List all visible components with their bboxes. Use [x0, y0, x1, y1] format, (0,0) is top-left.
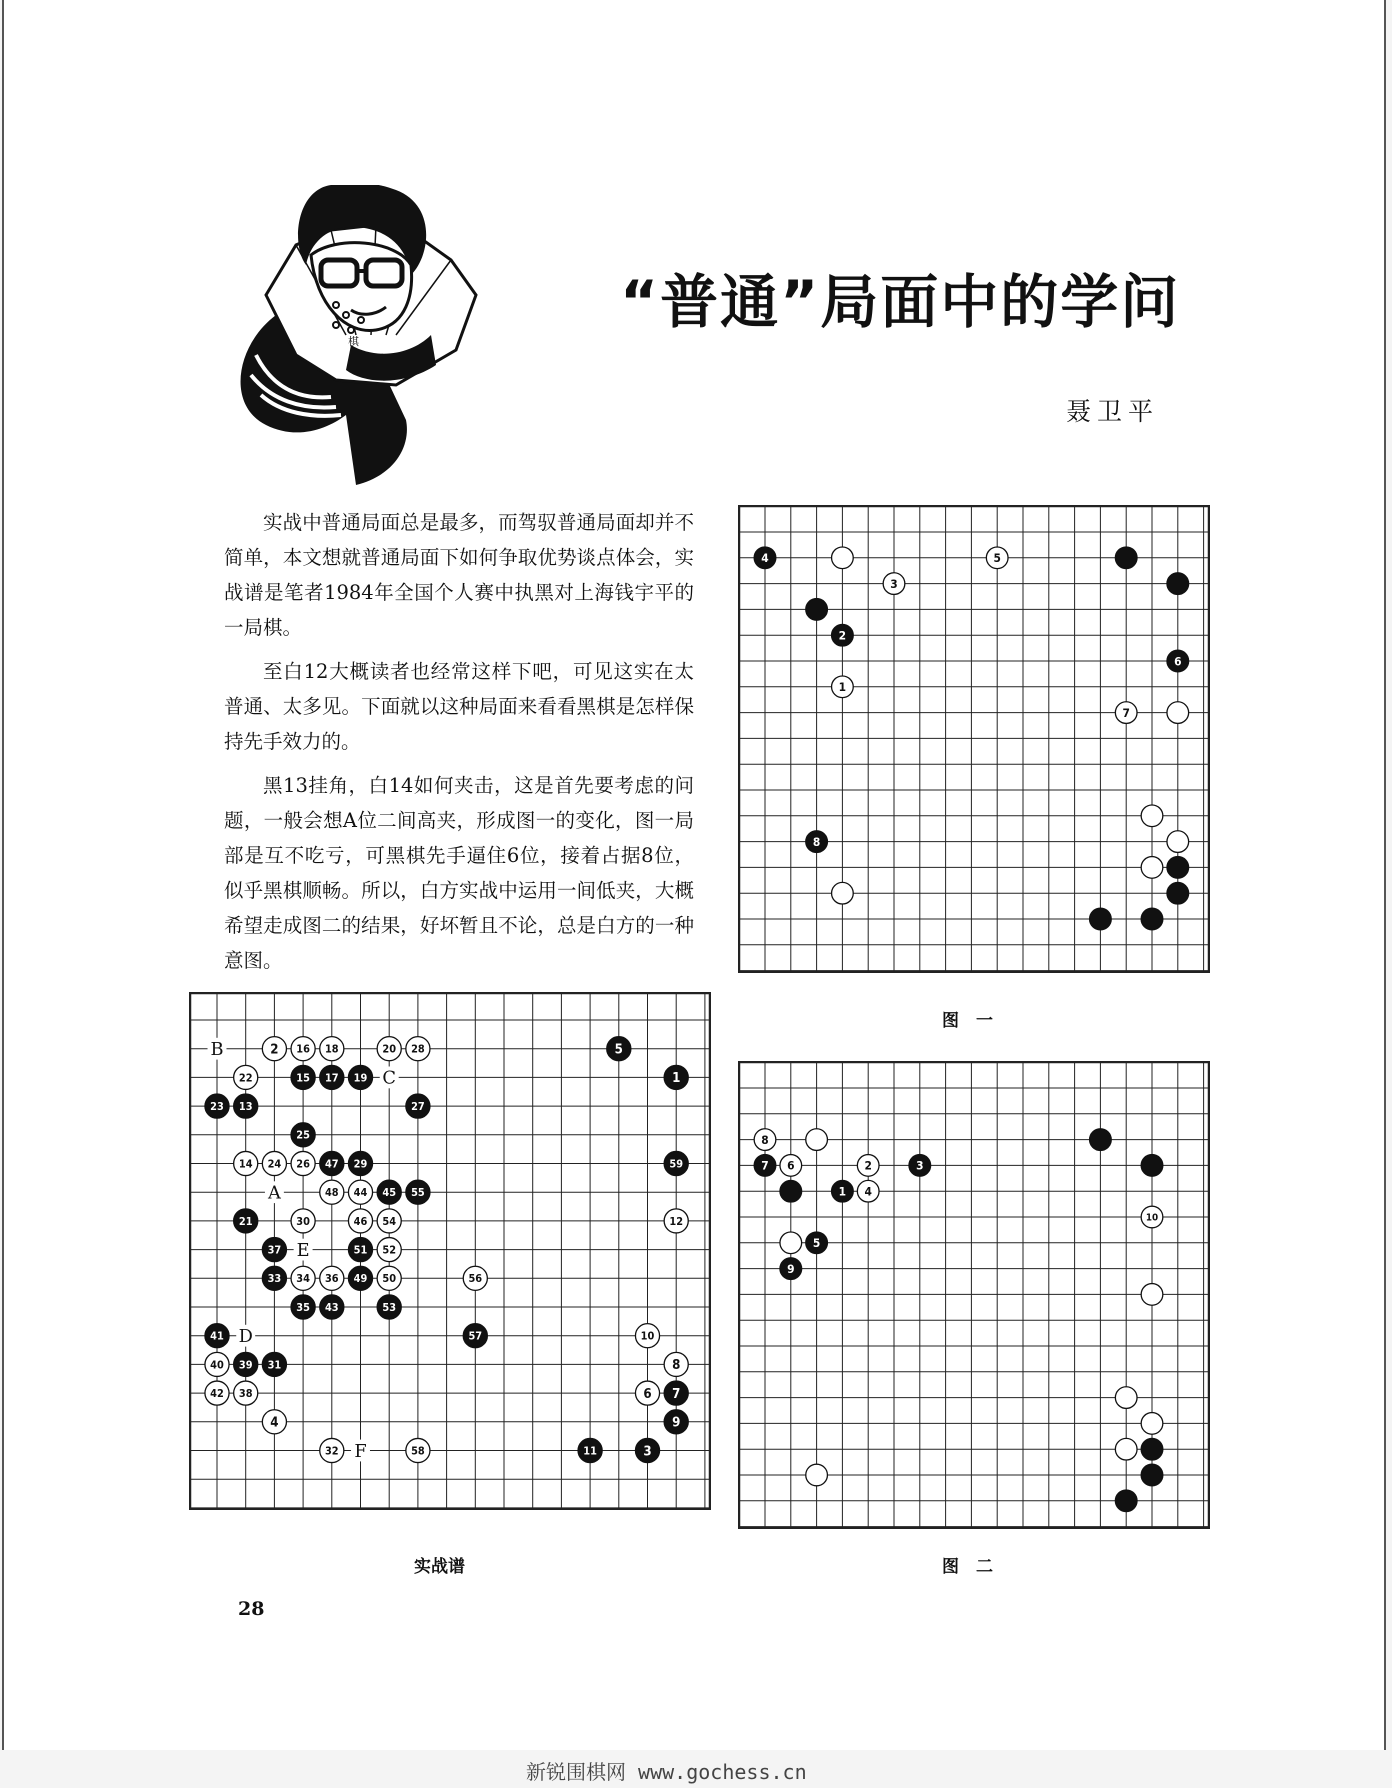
white-stone — [291, 1209, 315, 1233]
article-body — [224, 505, 694, 987]
move-number: 7 — [1122, 705, 1130, 720]
white-stone — [1115, 1387, 1137, 1409]
black-stone — [1115, 1490, 1137, 1512]
move-number: 35 — [296, 1300, 310, 1314]
black-stone — [291, 1295, 315, 1319]
game-record-caption: 实战谱 — [414, 1557, 465, 1577]
black-stone — [664, 1065, 688, 1089]
point-label: E — [296, 1239, 310, 1261]
move-number: 14 — [238, 1157, 253, 1171]
move-number: 5 — [614, 1042, 623, 1058]
white-stone — [234, 1151, 258, 1175]
black-stone — [607, 1037, 631, 1061]
black-stone — [1141, 1155, 1163, 1177]
black-stone — [463, 1324, 487, 1348]
move-number: 4 — [864, 1184, 872, 1199]
white-stone — [377, 1266, 401, 1290]
move-number: 28 — [411, 1042, 425, 1056]
white-stone — [1141, 805, 1163, 827]
page-number: 28 — [238, 1598, 265, 1620]
black-stone — [348, 1238, 372, 1262]
white-stone — [262, 1410, 286, 1434]
move-number: 11 — [583, 1444, 597, 1458]
black-stone — [1141, 1464, 1163, 1486]
black-stone — [205, 1094, 229, 1118]
move-number: 34 — [296, 1272, 310, 1286]
figure-2-board — [738, 1061, 1210, 1529]
move-number: 21 — [238, 1214, 253, 1228]
black-stone — [320, 1151, 344, 1175]
white-stone — [780, 1155, 802, 1177]
move-number: 59 — [669, 1157, 684, 1171]
move-number: 16 — [296, 1042, 310, 1056]
white-stone — [1141, 857, 1163, 879]
black-stone — [832, 1180, 854, 1202]
white-stone — [320, 1037, 344, 1061]
move-number: 38 — [238, 1387, 253, 1401]
move-number: 46 — [353, 1214, 368, 1228]
white-stone — [857, 1155, 879, 1177]
move-number: 30 — [296, 1214, 310, 1228]
white-stone — [291, 1151, 315, 1175]
black-stone — [1141, 908, 1163, 930]
white-stone — [205, 1381, 229, 1405]
black-stone — [832, 624, 854, 646]
white-stone — [377, 1238, 401, 1262]
move-number: 45 — [382, 1186, 397, 1200]
move-number: 37 — [267, 1243, 282, 1257]
move-number: 51 — [353, 1243, 368, 1257]
move-number: 44 — [353, 1186, 368, 1200]
move-number: 3 — [643, 1444, 652, 1460]
move-number: 17 — [324, 1071, 339, 1085]
white-stone — [780, 1232, 802, 1254]
white-stone — [832, 676, 854, 698]
author-name: 聂卫平 — [1066, 397, 1160, 426]
white-stone — [320, 1266, 344, 1290]
point-label: A — [267, 1182, 281, 1204]
move-number: 22 — [238, 1071, 253, 1085]
article-title: “普通”局面中的学问 — [620, 268, 1181, 336]
black-stone — [262, 1352, 286, 1376]
move-number: 3 — [916, 1158, 924, 1173]
black-stone — [291, 1123, 315, 1147]
move-number: 2 — [270, 1042, 279, 1058]
move-number: 10 — [640, 1329, 655, 1343]
black-stone — [291, 1065, 315, 1089]
black-stone — [234, 1209, 258, 1233]
figure-1-caption: 图 一 — [942, 1011, 993, 1031]
black-stone — [320, 1065, 344, 1089]
move-number: 58 — [411, 1444, 425, 1458]
black-stone — [377, 1180, 401, 1204]
move-number: 2 — [864, 1158, 872, 1173]
white-stone — [1141, 1413, 1163, 1435]
point-label: C — [382, 1067, 397, 1089]
move-number: 5 — [812, 1236, 821, 1251]
black-stone — [348, 1151, 372, 1175]
move-number: 56 — [468, 1272, 483, 1286]
move-number: 53 — [382, 1300, 397, 1314]
white-stone — [377, 1037, 401, 1061]
black-stone — [664, 1151, 688, 1175]
white-stone — [377, 1209, 401, 1233]
move-number: 40 — [210, 1358, 224, 1372]
move-number: 52 — [382, 1243, 397, 1257]
black-stone — [1115, 547, 1137, 569]
move-number: 31 — [267, 1358, 282, 1372]
white-stone — [291, 1266, 315, 1290]
move-number: 15 — [296, 1071, 310, 1085]
paragraph: 至白12大概读者也经常这样下吧，可见这实在太普通、太多见。下面就以这种局面来看看黑棋是怎样保持先手效力的。 — [224, 660, 694, 753]
move-number: 5 — [993, 551, 1001, 566]
move-number: 7 — [672, 1386, 681, 1402]
black-stone — [1167, 857, 1189, 879]
figure-1-board — [738, 505, 1210, 973]
white-stone — [883, 573, 905, 595]
white-stone — [754, 1129, 776, 1151]
black-stone — [780, 1258, 802, 1280]
move-number: 47 — [324, 1157, 339, 1171]
move-number: 8 — [812, 834, 821, 849]
board-border — [739, 506, 1209, 972]
black-stone — [320, 1295, 344, 1319]
white-stone — [262, 1037, 286, 1061]
white-stone — [1167, 702, 1189, 724]
point-label: F — [354, 1440, 367, 1462]
white-stone — [832, 882, 854, 904]
paragraph: 黑13挂角，白14如何夹击，这是首先要考虑的问题，一般会想A位二间高夹，形成图一的变化，图一局部是互不吃亏，可黑棋先手逼住6位，接着占据8位，似乎黑棋顺畅。所以，白方实战中运用一间低夹，大概希望走成图二的结果，好坏暂且不论，总是白方的一种意图。 — [224, 774, 694, 972]
white-stone — [291, 1037, 315, 1061]
white-stone — [234, 1381, 258, 1405]
white-stone — [463, 1266, 487, 1290]
move-number: 54 — [382, 1214, 397, 1228]
move-number: 24 — [267, 1157, 282, 1171]
watermark: 新锐围棋网 www.gochess.cn — [526, 1760, 807, 1784]
white-stone — [832, 547, 854, 569]
white-stone — [986, 547, 1008, 569]
white-stone — [1115, 702, 1137, 724]
white-stone — [406, 1438, 430, 1462]
game-record-board — [189, 992, 711, 1510]
white-stone — [406, 1037, 430, 1061]
black-stone — [377, 1295, 401, 1319]
move-number: 33 — [267, 1272, 282, 1286]
move-number: 50 — [382, 1272, 397, 1286]
move-number: 20 — [382, 1042, 397, 1056]
move-number: 6 — [643, 1386, 652, 1402]
move-number: 26 — [296, 1157, 310, 1171]
move-number: 1 — [838, 1184, 847, 1199]
move-number: 8 — [672, 1358, 681, 1374]
move-number: 42 — [210, 1387, 224, 1401]
move-number: 23 — [210, 1100, 224, 1114]
move-number: 29 — [353, 1157, 368, 1171]
white-stone — [262, 1151, 286, 1175]
black-stone — [1090, 1129, 1112, 1151]
black-stone — [664, 1410, 688, 1434]
move-number: 39 — [238, 1358, 253, 1372]
white-stone — [664, 1209, 688, 1233]
black-stone — [635, 1438, 659, 1462]
black-stone — [406, 1094, 430, 1118]
white-stone — [635, 1324, 659, 1348]
move-number: 1 — [672, 1071, 681, 1087]
black-stone — [1167, 882, 1189, 904]
white-stone — [806, 1464, 828, 1486]
white-stone — [857, 1180, 879, 1202]
white-stone — [635, 1381, 659, 1405]
black-stone — [909, 1155, 931, 1177]
black-stone — [664, 1381, 688, 1405]
black-stone — [754, 1155, 776, 1177]
black-stone — [754, 547, 776, 569]
fan-text: 棋 — [348, 335, 359, 348]
white-stone — [1167, 831, 1189, 853]
black-stone — [1141, 1438, 1163, 1460]
black-stone — [1167, 650, 1189, 672]
move-number: 48 — [324, 1186, 339, 1200]
move-number: 10 — [1145, 1212, 1159, 1224]
move-number: 9 — [787, 1261, 795, 1276]
move-number: 25 — [296, 1128, 310, 1142]
white-stone — [320, 1180, 344, 1204]
move-number: 41 — [210, 1329, 224, 1343]
move-number: 1 — [838, 680, 847, 695]
move-number: 7 — [761, 1158, 769, 1173]
black-stone — [1167, 573, 1189, 595]
white-stone — [1141, 1284, 1163, 1306]
move-number: 2 — [838, 628, 847, 643]
white-stone — [234, 1065, 258, 1089]
black-stone — [234, 1352, 258, 1376]
move-number: 6 — [787, 1158, 795, 1173]
point-label: B — [210, 1039, 224, 1061]
black-stone — [806, 831, 828, 853]
move-number: 49 — [353, 1272, 368, 1286]
white-stone — [348, 1180, 372, 1204]
white-stone — [1141, 1206, 1163, 1228]
black-stone — [234, 1094, 258, 1118]
black-stone — [780, 1180, 802, 1202]
black-stone — [262, 1238, 286, 1262]
white-stone — [806, 1129, 828, 1151]
figure-2-caption: 图 二 — [942, 1557, 993, 1577]
caricature-illustration — [236, 185, 526, 485]
move-number: 18 — [324, 1042, 339, 1056]
black-stone — [806, 599, 828, 621]
black-stone — [348, 1266, 372, 1290]
point-label: D — [238, 1326, 253, 1348]
move-number: 57 — [468, 1329, 483, 1343]
paragraph: 实战中普通局面总是最多，而驾驭普通局面却并不简单，本文想就普通局面下如何争取优势谈点体会，实战谱是笔者1984年全国个人赛中执黑对上海钱宇平的一局棋。 — [224, 511, 694, 639]
white-stone — [348, 1209, 372, 1233]
black-stone — [806, 1232, 828, 1254]
move-number: 13 — [238, 1100, 253, 1114]
move-number: 27 — [411, 1100, 425, 1114]
white-stone — [205, 1352, 229, 1376]
move-number: 55 — [411, 1186, 425, 1200]
move-number: 3 — [890, 576, 898, 591]
black-stone — [578, 1438, 602, 1462]
move-number: 8 — [761, 1132, 769, 1147]
white-stone — [320, 1438, 344, 1462]
black-stone — [205, 1324, 229, 1348]
black-stone — [1090, 908, 1112, 930]
move-number: 6 — [1174, 654, 1182, 669]
black-stone — [348, 1065, 372, 1089]
move-number: 4 — [761, 551, 769, 566]
white-stone — [664, 1352, 688, 1376]
move-number: 19 — [353, 1071, 368, 1085]
black-stone — [406, 1180, 430, 1204]
move-number: 9 — [672, 1415, 681, 1431]
move-number: 4 — [270, 1415, 279, 1431]
move-number: 43 — [324, 1300, 339, 1314]
move-number: 36 — [324, 1272, 339, 1286]
white-stone — [1115, 1438, 1137, 1460]
move-number: 12 — [669, 1214, 684, 1228]
move-number: 32 — [324, 1444, 339, 1458]
black-stone — [262, 1266, 286, 1290]
